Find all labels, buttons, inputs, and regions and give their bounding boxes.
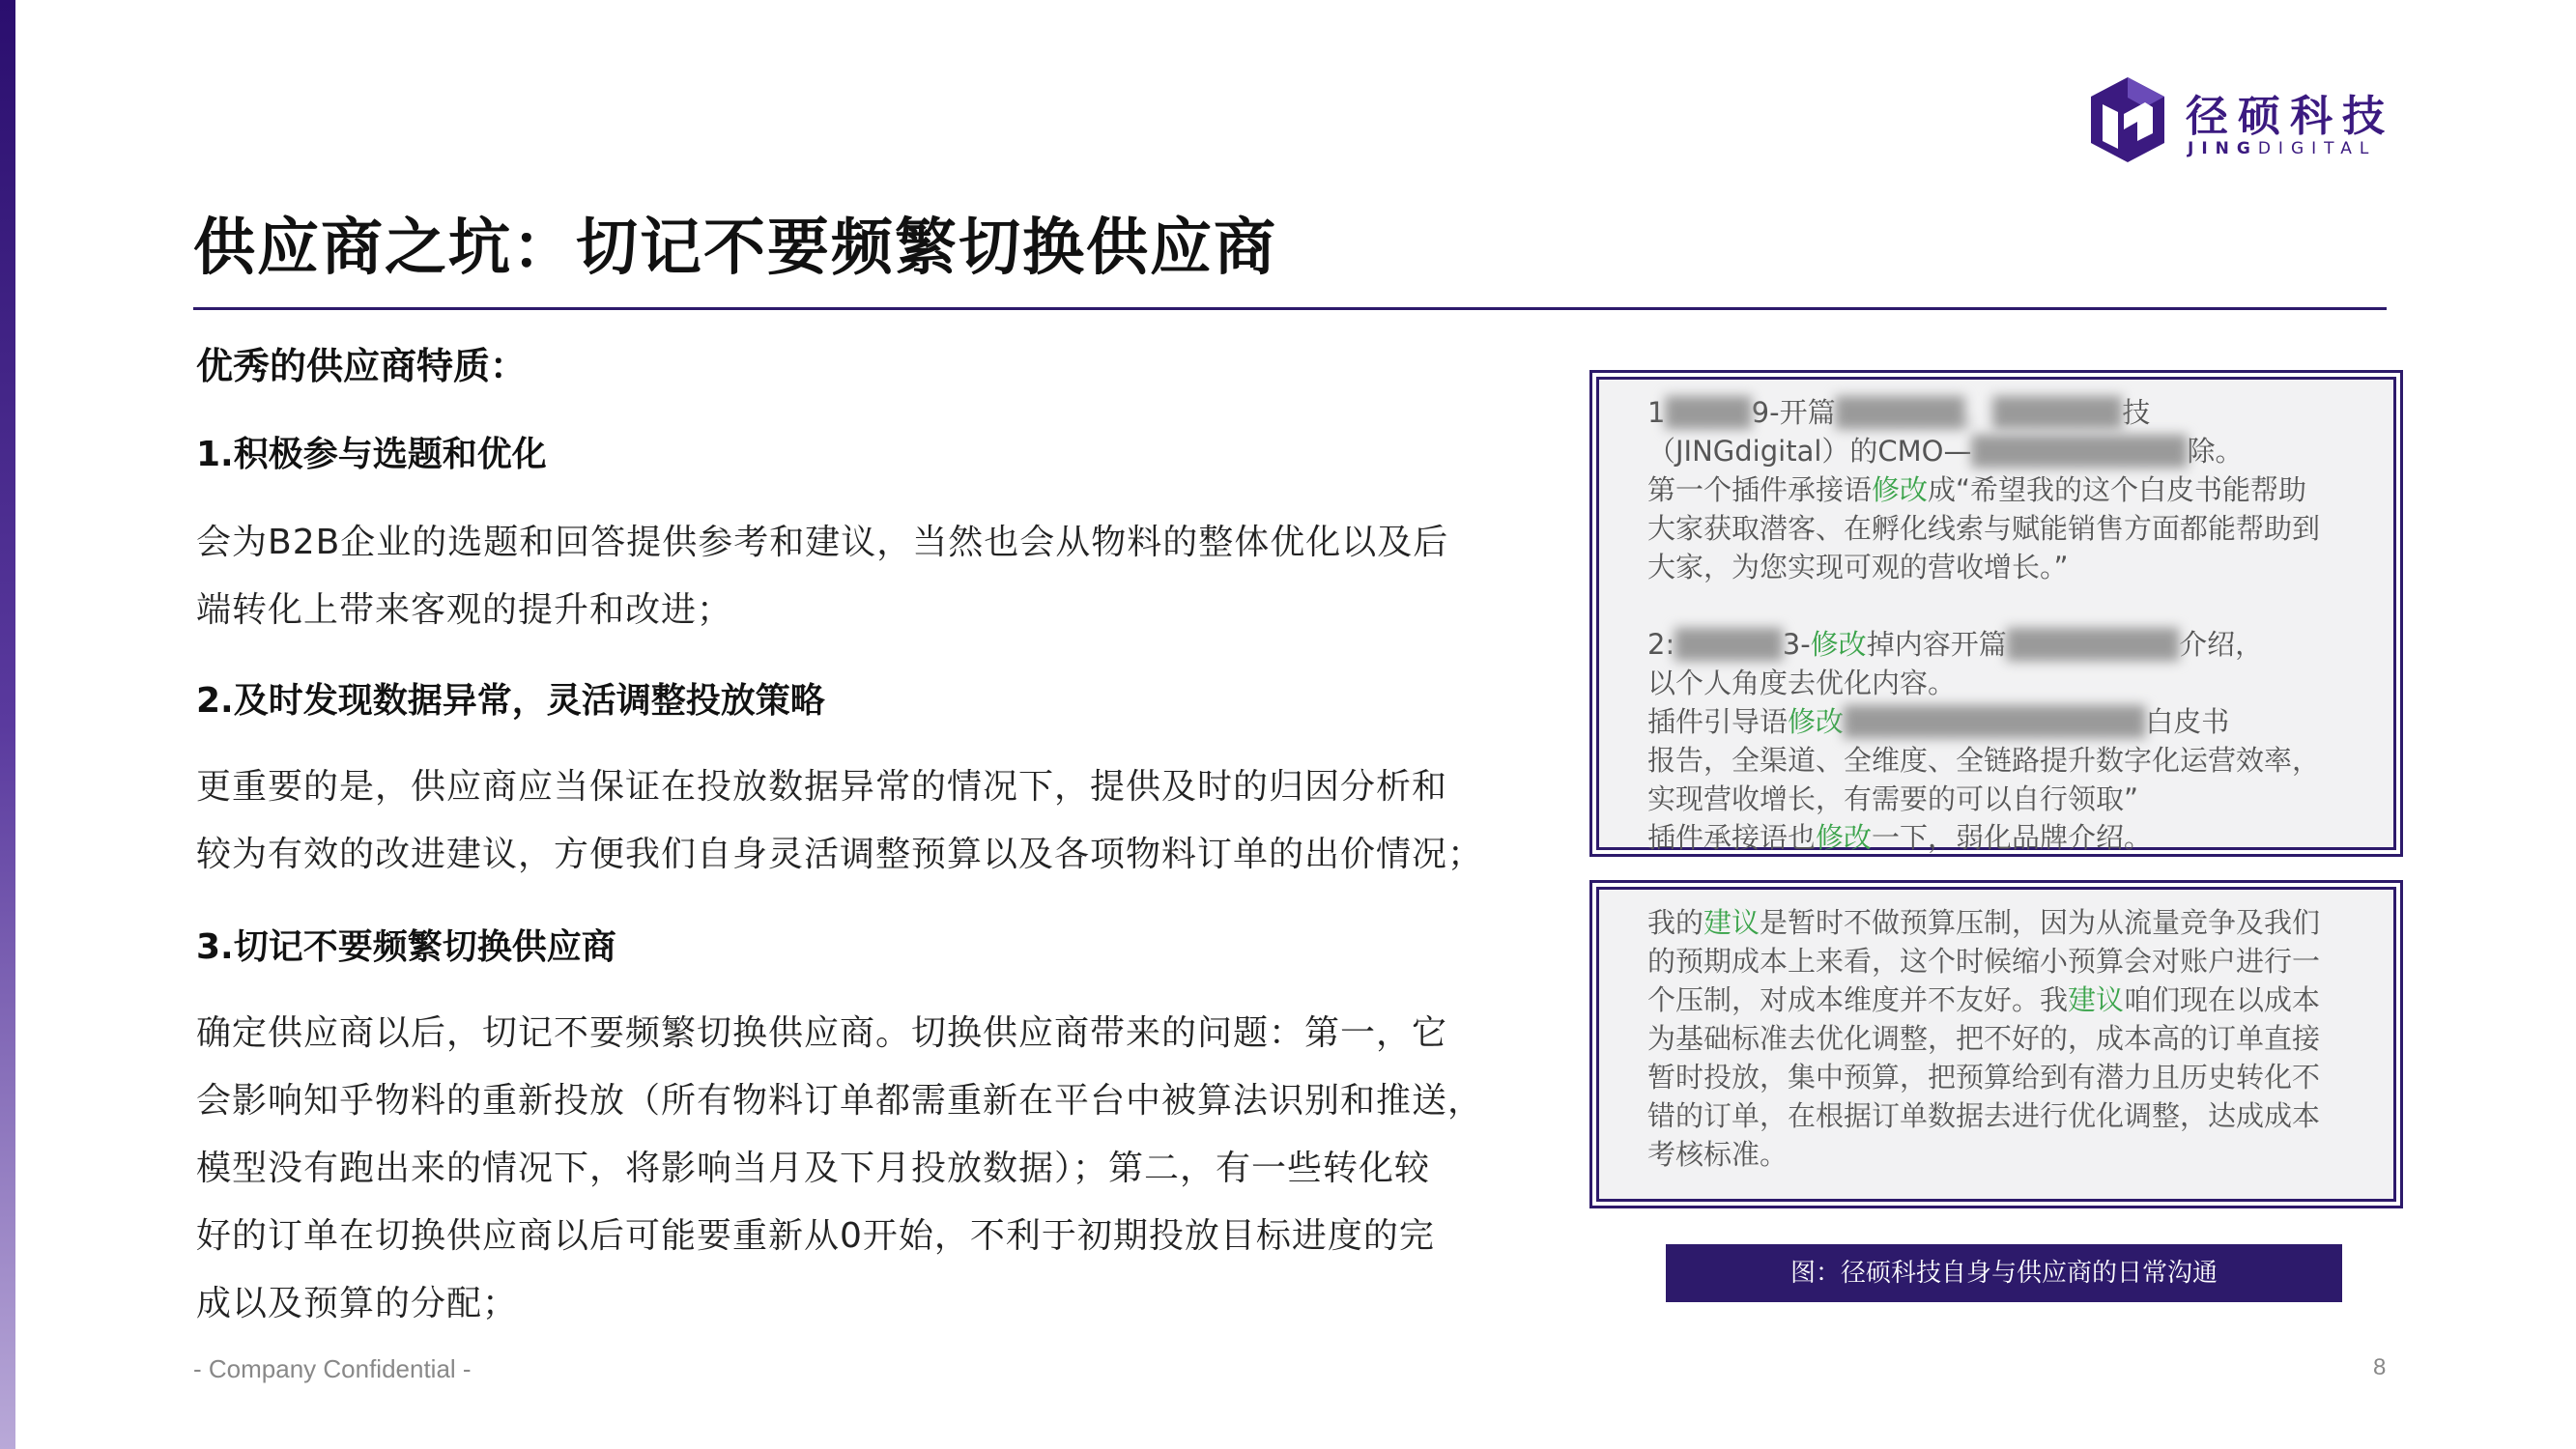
logo-chinese-name: 径硕科技 [2186,92,2394,141]
point-1-body: 会为B2B企业的选题和回答提供参考和建议，当然也会从物料的整体优化以及后 端转化上带来客观的提升和改进； [196,523,1449,630]
footer-confidential: - Company Confidential - [193,1354,472,1383]
company-logo [2089,75,2408,168]
slide-title: 供应商之坑：切记不要频繁切换供应商 [193,213,1277,284]
point-3-heading: 3.切记不要频繁切换供应商 [196,927,616,967]
page-number: 8 [2373,1354,2387,1380]
figure-caption: 图：径硕科技自身与供应商的日常沟通 [1666,1244,2342,1302]
point-2-body: 更重要的是，供应商应当保证在投放数据异常的情况下，提供及时的归因分析和 较为有效的改进建议，方便我们自身灵活调整预算以及各项物料订单的出价情况； [196,767,1484,874]
point-3-body: 确定供应商以后，切记不要频繁切换供应商。切换供应商带来的问题：第一，它 会影响知乎物料的重新投放（所有物料订单都需重新在平台中被算法识别和推送， 模型没有跑出来的情况下，将影响当月及下月投放数据）；第二，有一些转化较 好的订单在切换供应商以后可能要重新从0开始，不利于初期投放目标进度的完 成以及预算的分配； [196,1013,1484,1323]
point-1-heading: 1.积极参与选题和优化 [196,435,547,474]
section-subhead: 优秀的供应商特质： [196,345,528,387]
logo-english-name: JINGDIGITAL [2188,139,2377,158]
left-accent-bar [0,0,15,1449]
point-2-heading: 2.及时发现数据异常，灵活调整投放策略 [196,681,825,721]
logo-mark-icon [2089,75,2166,164]
title-divider [193,307,2387,310]
chat-screenshot-2: 我的建议是暂时不做预算压制，因为从流量竞争及我们 的预期成本上来看，这个时候缩小预算会对账户进行一 个压制，对成本维度并不友好。我建议咱们现在以成本 为基础标准去优化调整，把不好的，成本高的订单直接 暂时投放，集中预算，把预算给到有潜力且历史转化不 错的订单，在根据订单数据去进行优化调整，达成成本 考核标准。 [1596,887,2396,1202]
chat-screenshot-1: 1████9-开篇██████，██████技 （JINGdigital）的CMO—██████████除。 第一个插件承接语修改成“希望我的这个白皮书能帮助 大家获取潜客、在孵化线索与赋能销售方面都能帮助到 大家，为您实现可观的营收增长。” 2:█████3-修改掉内容开篇████████介绍， 以个人角度去优化内容。 插件引导语修改██████████████白皮书 报告，全渠道、全维度、全链路提升数字化运营效率， 实现营收增长，有需要的可以自行领取” 插件承接语也修改一下，弱化品牌介绍。 [1596,377,2396,850]
